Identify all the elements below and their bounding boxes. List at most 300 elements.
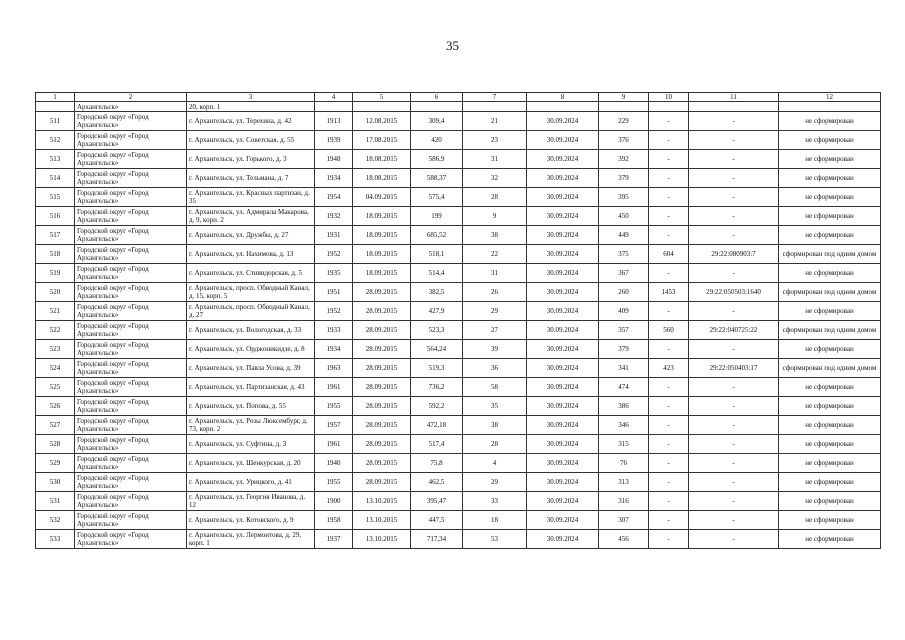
cell-plan-date: 30.09.2024 (527, 131, 599, 150)
cell-area: 420 (411, 131, 463, 150)
cell-date: 12.08.2015 (353, 112, 411, 131)
table-row (36, 359, 881, 378)
cell-municipality: Городской округ «Город Архангельск» (75, 264, 187, 283)
cell-date: 28.09.2015 (353, 302, 411, 321)
cell-area: 586,9 (411, 150, 463, 169)
cell-municipality: Городской округ «Город Архангельск» (75, 397, 187, 416)
cell-area: 517,4 (411, 435, 463, 454)
cell-residents: 38 (463, 416, 527, 435)
cell-municipality: Городской округ «Город Архангельск» (75, 511, 187, 530)
continuation-row (36, 102, 881, 112)
cell-residents: 18 (463, 511, 527, 530)
cell-municipality: Городской округ «Город Архангельск» (75, 454, 187, 473)
cell-col-10: - (649, 435, 689, 454)
cell-area: 592,2 (411, 397, 463, 416)
column-header-12: 12 (779, 93, 881, 102)
cell-number: 525 (36, 378, 75, 397)
cell-plan-date: 30.09.2024 (527, 245, 599, 264)
cell-residents: 22 (463, 245, 527, 264)
cell-residents: 31 (463, 264, 527, 283)
cell-address: г. Архангельск, ул. Терехина, д. 42 (187, 112, 315, 131)
cell-area: 395,47 (411, 492, 463, 511)
cell-plan-date: 30.09.2024 (527, 226, 599, 245)
cell-cadastral-number: - (689, 454, 779, 473)
cell-cadastral-number: - (689, 416, 779, 435)
cell-address: г. Архангельск, ул. Дружбы, д. 27 (187, 226, 315, 245)
cell-municipality: Городской округ «Город Архангельск» (75, 226, 187, 245)
cell-year: 1935 (315, 264, 353, 283)
cell-plan-date: 30.09.2024 (527, 302, 599, 321)
cell-year: 1934 (315, 340, 353, 359)
table-row (36, 245, 881, 264)
cell-cadastral-number: - (689, 150, 779, 169)
cell-area: 564,24 (411, 340, 463, 359)
column-header-9: 9 (599, 93, 649, 102)
cell-area-2: 316 (599, 492, 649, 511)
cell-plan-date: 30.09.2024 (527, 530, 599, 549)
cell-residents: 32 (463, 169, 527, 188)
cell-area-2: 456 (599, 530, 649, 549)
cell-number: 531 (36, 492, 75, 511)
cell-cadastral-number: - (689, 131, 779, 150)
cell-area: 519,3 (411, 359, 463, 378)
cell-year: 1933 (315, 321, 353, 340)
cell-area: 588,37 (411, 169, 463, 188)
cell-cadastral-number: 29:22:050403:17 (689, 359, 779, 378)
cell-municipality: Городской округ «Город Архангельск» (75, 340, 187, 359)
cell-area-2: 375 (599, 245, 649, 264)
table-row (36, 397, 881, 416)
cell-cadastral-number: - (689, 207, 779, 226)
cell-residents: 36 (463, 359, 527, 378)
cell-number: 522 (36, 321, 75, 340)
table-row (36, 188, 881, 207)
cell-address: г. Архангельск, ул. Котовского, д. 9 (187, 511, 315, 530)
cell-cadastral-number: - (689, 397, 779, 416)
cell-number: 527 (36, 416, 75, 435)
cell-area: 523,3 (411, 321, 463, 340)
cell-plan-date: 30.09.2024 (527, 321, 599, 340)
cell-year: 1954 (315, 188, 353, 207)
cell-col-10: 560 (649, 321, 689, 340)
cell-number: 524 (36, 359, 75, 378)
cell-area-2: 313 (599, 473, 649, 492)
cell-address: г. Архангельск, ул. Суфтина, д. 3 (187, 435, 315, 454)
table-row (36, 207, 881, 226)
cell-residents: 28 (463, 435, 527, 454)
cell-number: 530 (36, 473, 75, 492)
cell-empty (527, 102, 599, 112)
cell-area: 736,2 (411, 378, 463, 397)
cell-area: 685,52 (411, 226, 463, 245)
cell-col-10: - (649, 131, 689, 150)
cell-area-2: 376 (599, 131, 649, 150)
cell-col-10: - (649, 340, 689, 359)
cell-year: 1961 (315, 378, 353, 397)
cell-plan-date: 30.09.2024 (527, 188, 599, 207)
cell-number: 519 (36, 264, 75, 283)
cell-col-10: 604 (649, 245, 689, 264)
cell-land-status: не сформирован (779, 112, 881, 131)
cell-residents: 26 (463, 283, 527, 302)
cell-area: 199 (411, 207, 463, 226)
cell-plan-date: 30.09.2024 (527, 150, 599, 169)
cell-plan-date: 30.09.2024 (527, 112, 599, 131)
cell-cadastral-number: 29:22:080903:7 (689, 245, 779, 264)
cell-cadastral-number: - (689, 188, 779, 207)
cell-address: г. Архангельск, ул. Лермонтова, д. 29, корп. 1 (187, 530, 315, 549)
cell-number: 516 (36, 207, 75, 226)
cell-municipality: Городской округ «Город Архангельск» (75, 283, 187, 302)
cell-number: 514 (36, 169, 75, 188)
cell-address: г. Архангельск, ул. Орджоникидзе, д. 8 (187, 340, 315, 359)
cell-empty (353, 102, 411, 112)
cell-residents: 21 (463, 112, 527, 131)
cell-plan-date: 30.09.2024 (527, 416, 599, 435)
table-row (36, 112, 881, 131)
cell-area-2: 449 (599, 226, 649, 245)
cell-area: 717,34 (411, 530, 463, 549)
table-row (36, 530, 881, 549)
cell-land-status: не сформирован (779, 169, 881, 188)
cell-col-10: - (649, 378, 689, 397)
cell-area-2: 307 (599, 511, 649, 530)
cell-number: 515 (36, 188, 75, 207)
cell-address: г. Архангельск, ул. Попова, д. 55 (187, 397, 315, 416)
cell-residents: 29 (463, 302, 527, 321)
cell-plan-date: 30.09.2024 (527, 264, 599, 283)
cell-date: 13.10.2015 (353, 530, 411, 549)
cell-cadastral-number: - (689, 226, 779, 245)
cell-municipality: Городской округ «Город Архангельск» (75, 435, 187, 454)
cell-empty (315, 102, 353, 112)
cell-address: г. Архангельск, просп. Обводный Канал, д. 15, корп. 5 (187, 283, 315, 302)
cell-area: 309,4 (411, 112, 463, 131)
cell-number: 529 (36, 454, 75, 473)
cell-number: 513 (36, 150, 75, 169)
cell-municipality: Городской округ «Город Архангельск» (75, 492, 187, 511)
cell-date: 13.10.2015 (353, 492, 411, 511)
cell-col-10: - (649, 169, 689, 188)
cell-area-2: 341 (599, 359, 649, 378)
cell-address: г. Архангельск, ул. Стивидорская, д. 5 (187, 264, 315, 283)
cell-municipality: Городской округ «Город Архангельск» (75, 112, 187, 131)
cell-area-2: 395 (599, 188, 649, 207)
cell-land-status: не сформирован (779, 188, 881, 207)
cell-plan-date: 30.09.2024 (527, 492, 599, 511)
cell-land-status: сформирован под одним домом (779, 283, 881, 302)
cell-residents: 53 (463, 530, 527, 549)
cell-plan-date: 30.09.2024 (527, 359, 599, 378)
page-number: 35 (446, 38, 459, 53)
cell-year: 1939 (315, 131, 353, 150)
column-header-4: 4 (315, 93, 353, 102)
cell-year: 1940 (315, 454, 353, 473)
cell-number: 521 (36, 302, 75, 321)
cell-cadastral-number: - (689, 435, 779, 454)
cell-residents: 33 (463, 492, 527, 511)
table-row (36, 454, 881, 473)
cell-year: 1955 (315, 473, 353, 492)
cell-municipality: Городской округ «Город Архангельск» (75, 416, 187, 435)
cell-land-status: не сформирован (779, 511, 881, 530)
cell-col-10: - (649, 473, 689, 492)
cell-land-status: не сформирован (779, 435, 881, 454)
cell-plan-date: 30.09.2024 (527, 340, 599, 359)
cell-year: 1937 (315, 530, 353, 549)
cell-cadastral-number: 29:22:050503:1640 (689, 283, 779, 302)
cell-empty (649, 102, 689, 112)
cell-area: 518,1 (411, 245, 463, 264)
table-row (36, 511, 881, 530)
cell-land-status: не сформирован (779, 207, 881, 226)
table-body (36, 102, 881, 549)
cell-area: 462,5 (411, 473, 463, 492)
cell-date: 18.09.2015 (353, 264, 411, 283)
cell-number: 523 (36, 340, 75, 359)
cell-residents: 39 (463, 340, 527, 359)
cell-land-status: не сформирован (779, 340, 881, 359)
cell-residents: 38 (463, 226, 527, 245)
cell-number: 517 (36, 226, 75, 245)
cell-year: 1955 (315, 397, 353, 416)
cell-address: г. Архангельск, ул. Павла Усова, д. 39 (187, 359, 315, 378)
cell-municipality: Городской округ «Город Архангельск» (75, 150, 187, 169)
cell-date: 18.08.2015 (353, 150, 411, 169)
cell-residents: 28 (463, 188, 527, 207)
cell-area: 575,4 (411, 188, 463, 207)
cell-year: 1913 (315, 112, 353, 131)
cell-residents: 29 (463, 473, 527, 492)
cell-date: 28.09.2015 (353, 378, 411, 397)
cell-area-2: 474 (599, 378, 649, 397)
cell-year: 1934 (315, 169, 353, 188)
cell-land-status: не сформирован (779, 416, 881, 435)
cell-plan-date: 30.09.2024 (527, 378, 599, 397)
cell-municipality: Архангельск» (75, 102, 187, 112)
cell-cadastral-number: - (689, 169, 779, 188)
cell-col-10: - (649, 188, 689, 207)
cell-area-2: 450 (599, 207, 649, 226)
cell-cadastral-number: - (689, 473, 779, 492)
cell-year: 1951 (315, 283, 353, 302)
column-header-1: 1 (36, 93, 75, 102)
column-header-3: 3 (187, 93, 315, 102)
cell-address: г. Архангельск, ул. Советская, д. 55 (187, 131, 315, 150)
cell-municipality: Городской округ «Город Архангельск» (75, 131, 187, 150)
cell-number: 512 (36, 131, 75, 150)
cell-empty (411, 102, 463, 112)
cell-cadastral-number: - (689, 511, 779, 530)
cell-land-status: не сформирован (779, 302, 881, 321)
table-row (36, 264, 881, 283)
cell-plan-date: 30.09.2024 (527, 473, 599, 492)
column-header-8: 8 (527, 93, 599, 102)
cell-area-2: 346 (599, 416, 649, 435)
cell-date: 28.09.2015 (353, 397, 411, 416)
table-row (36, 416, 881, 435)
cell-plan-date: 30.09.2024 (527, 283, 599, 302)
table-row (36, 435, 881, 454)
cell-land-status: не сформирован (779, 492, 881, 511)
cell-date: 28.09.2015 (353, 416, 411, 435)
cell-year: 1952 (315, 245, 353, 264)
cell-col-10: - (649, 397, 689, 416)
table-row (36, 340, 881, 359)
cell-plan-date: 30.09.2024 (527, 435, 599, 454)
cell-col-10: - (649, 492, 689, 511)
header-row (36, 93, 881, 102)
cell-residents: 58 (463, 378, 527, 397)
cell-address: г. Архангельск, ул. Адмирала Макарова, д. 9, корп. 2 (187, 207, 315, 226)
column-header-6: 6 (411, 93, 463, 102)
cell-residents: 31 (463, 150, 527, 169)
housing-registry-table (35, 92, 881, 549)
cell-area-2: 76 (599, 454, 649, 473)
cell-empty (689, 102, 779, 112)
cell-residents: 27 (463, 321, 527, 340)
table-row (36, 150, 881, 169)
cell-municipality: Городской округ «Город Архангельск» (75, 530, 187, 549)
cell-area: 427,9 (411, 302, 463, 321)
column-header-2: 2 (75, 93, 187, 102)
cell-area-2: 367 (599, 264, 649, 283)
cell-date: 18.09.2015 (353, 245, 411, 264)
table-row (36, 169, 881, 188)
cell-cadastral-number: - (689, 112, 779, 131)
cell-col-10: - (649, 511, 689, 530)
cell-area-2: 409 (599, 302, 649, 321)
column-header-5: 5 (353, 93, 411, 102)
cell-area: 514,4 (411, 264, 463, 283)
cell-year: 1931 (315, 226, 353, 245)
cell-empty (779, 102, 881, 112)
cell-date: 18.08.2015 (353, 169, 411, 188)
cell-col-10: - (649, 112, 689, 131)
cell-area-2: 315 (599, 435, 649, 454)
cell-municipality: Городской округ «Город Архангельск» (75, 207, 187, 226)
cell-plan-date: 30.09.2024 (527, 397, 599, 416)
cell-residents: 23 (463, 131, 527, 150)
cell-year: 1957 (315, 416, 353, 435)
cell-address: г. Архангельск, ул. Урицкого, д. 41 (187, 473, 315, 492)
cell-col-10: 1453 (649, 283, 689, 302)
table-row (36, 492, 881, 511)
cell-date: 04.09.2015 (353, 188, 411, 207)
cell-year: 1961 (315, 435, 353, 454)
cell-plan-date: 30.09.2024 (527, 169, 599, 188)
cell-land-status: не сформирован (779, 378, 881, 397)
column-header-7: 7 (463, 93, 527, 102)
cell-area-2: 357 (599, 321, 649, 340)
cell-land-status: не сформирован (779, 131, 881, 150)
cell-number: 518 (36, 245, 75, 264)
cell-date: 28.09.2015 (353, 454, 411, 473)
cell-address: г. Архангельск, ул. Горького, д. 3 (187, 150, 315, 169)
cell-land-status: сформирован под одним домом (779, 321, 881, 340)
cell-plan-date: 30.09.2024 (527, 511, 599, 530)
cell-plan-date: 30.09.2024 (527, 207, 599, 226)
cell-empty (463, 102, 527, 112)
cell-cadastral-number: - (689, 378, 779, 397)
cell-cadastral-number: - (689, 492, 779, 511)
cell-land-status: не сформирован (779, 226, 881, 245)
table-row (36, 321, 881, 340)
cell-address: г. Архангельск, ул. Тельмана, д. 7 (187, 169, 315, 188)
cell-area: 75,8 (411, 454, 463, 473)
cell-number (36, 102, 75, 112)
cell-address: г. Архангельск, ул. Вологодская, д. 33 (187, 321, 315, 340)
cell-area-2: 386 (599, 397, 649, 416)
cell-area-2: 379 (599, 169, 649, 188)
table-row (36, 473, 881, 492)
cell-year: 1932 (315, 207, 353, 226)
cell-area: 447,5 (411, 511, 463, 530)
cell-col-10: - (649, 226, 689, 245)
cell-area-2: 392 (599, 150, 649, 169)
table-row (36, 378, 881, 397)
cell-date: 18.09.2015 (353, 226, 411, 245)
table-row (36, 131, 881, 150)
column-header-11: 11 (689, 93, 779, 102)
cell-cadastral-number: 29:22:040725:22 (689, 321, 779, 340)
cell-address: 20, корп. 1 (187, 102, 315, 112)
cell-date: 17.08.2015 (353, 131, 411, 150)
cell-area: 382,5 (411, 283, 463, 302)
cell-cadastral-number: - (689, 302, 779, 321)
cell-land-status: не сформирован (779, 530, 881, 549)
cell-date: 28.09.2015 (353, 473, 411, 492)
cell-land-status: не сформирован (779, 454, 881, 473)
cell-land-status: не сформирован (779, 150, 881, 169)
cell-area-2: 260 (599, 283, 649, 302)
cell-year: 1948 (315, 150, 353, 169)
cell-empty (599, 102, 649, 112)
cell-number: 532 (36, 511, 75, 530)
cell-date: 28.09.2015 (353, 283, 411, 302)
cell-residents: 9 (463, 207, 527, 226)
cell-col-10: - (649, 454, 689, 473)
table-row (36, 283, 881, 302)
cell-address: г. Архангельск, ул. Красных партизан, д. 35 (187, 188, 315, 207)
cell-land-status: сформирован под одним домом (779, 245, 881, 264)
table-row (36, 226, 881, 245)
cell-municipality: Городской округ «Город Архангельск» (75, 473, 187, 492)
cell-number: 533 (36, 530, 75, 549)
cell-address: г. Архангельск, ул. Нахимова, д. 13 (187, 245, 315, 264)
cell-land-status: не сформирован (779, 264, 881, 283)
cell-cadastral-number: - (689, 264, 779, 283)
cell-year: 1958 (315, 511, 353, 530)
cell-date: 28.09.2015 (353, 435, 411, 454)
cell-address: г. Архангельск, ул. Шенкурская, д. 20 (187, 454, 315, 473)
cell-municipality: Городской округ «Город Архангельск» (75, 188, 187, 207)
cell-date: 28.09.2015 (353, 359, 411, 378)
cell-area-2: 229 (599, 112, 649, 131)
cell-municipality: Городской округ «Город Архангельск» (75, 321, 187, 340)
cell-land-status: не сформирован (779, 397, 881, 416)
cell-number: 528 (36, 435, 75, 454)
cell-date: 28.09.2015 (353, 340, 411, 359)
cell-residents: 4 (463, 454, 527, 473)
cell-municipality: Городской округ «Город Архангельск» (75, 245, 187, 264)
cell-number: 526 (36, 397, 75, 416)
cell-col-10: - (649, 416, 689, 435)
cell-address: г. Архангельск, ул. Партизанская, д. 43 (187, 378, 315, 397)
cell-date: 28.09.2015 (353, 321, 411, 340)
column-header-10: 10 (649, 93, 689, 102)
cell-date: 13.10.2015 (353, 511, 411, 530)
